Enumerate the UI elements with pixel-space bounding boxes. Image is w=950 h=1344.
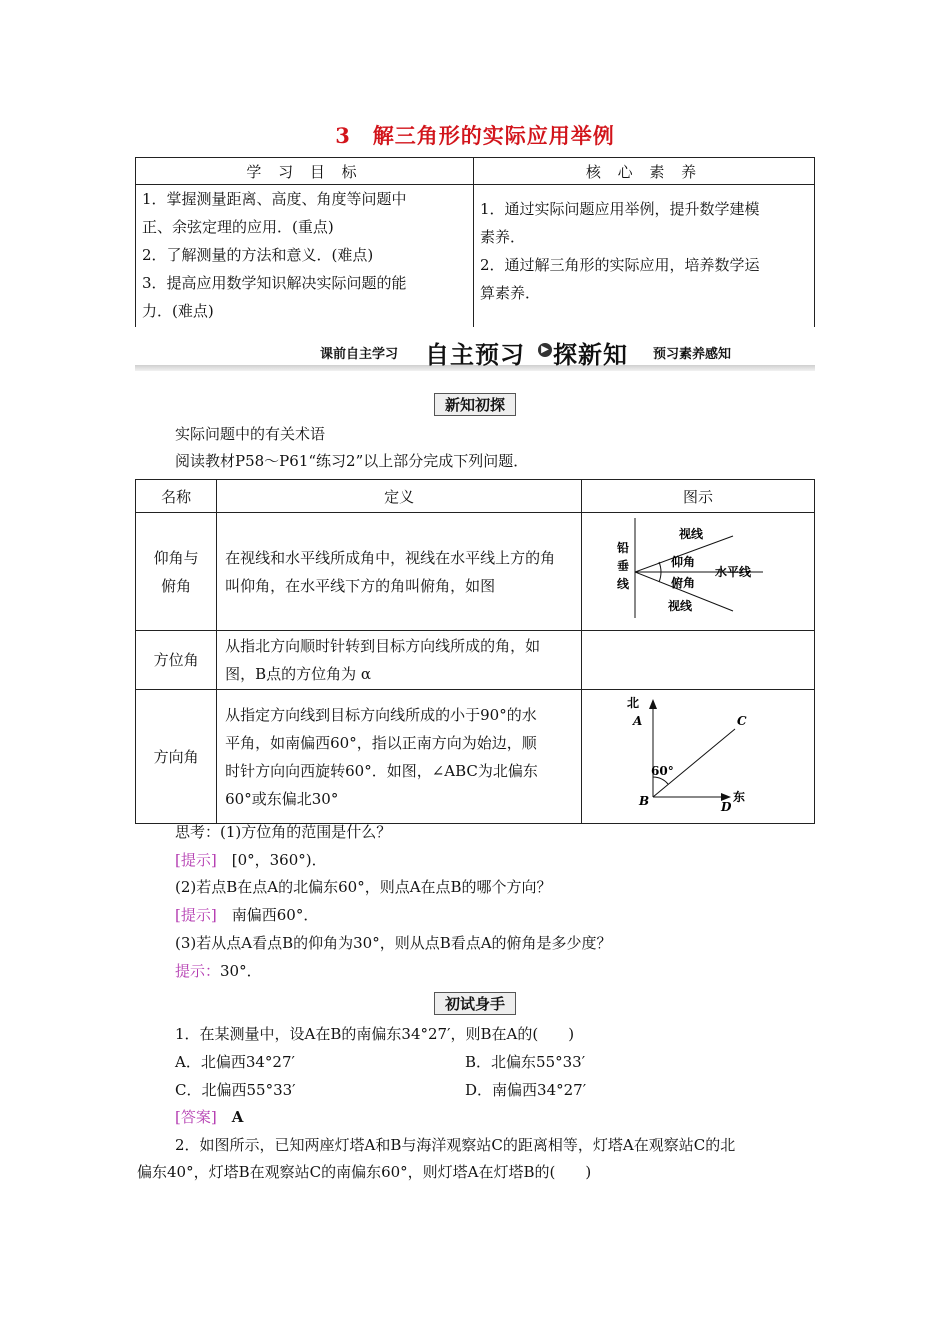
- hint-2: [提示] 南偏西60°．: [175, 906, 319, 924]
- term-def-direction: 从指定方向线到目标方向线所成的小于90°的水 平角，如南偏西60°，指以正南方向为始边，顺 时针方向向西旋转60°．如图，∠ABC为北偏东 60°或东偏北30°: [217, 690, 582, 824]
- label-D: D: [721, 799, 732, 814]
- fig1-vertical-1: 铅: [617, 540, 630, 555]
- label-A: A: [633, 713, 643, 728]
- hint-3: 提示：30°．: [175, 962, 262, 980]
- goals-right-cell: [474, 185, 815, 328]
- label-B: B: [639, 793, 650, 808]
- terms-header-def: 定义: [217, 480, 582, 513]
- q1-answer: [答案] A: [175, 1108, 244, 1126]
- terms-header-name: 名称: [136, 480, 217, 513]
- goal-line: 力．(难点): [142, 302, 214, 320]
- label-depression: 俯角: [671, 575, 696, 590]
- think-q3: (3)若从点A看点B的仰角为30°，则从点B看点A的俯角是多少度？: [175, 934, 612, 952]
- label-sight-bottom: 视线: [668, 598, 693, 613]
- label-north: 北: [627, 695, 640, 710]
- banner-left: 课前自主学习: [320, 347, 399, 362]
- term-def-bearing: 从指北方向顺时针转到目标方向线所成的角，如 图，B点的方位角为 α: [217, 631, 582, 690]
- goal-line: 正、余弦定理的应用．(重点): [142, 218, 334, 236]
- goal-line: 1．掌握测量距离、高度、角度等问题中: [142, 190, 407, 208]
- label-east: 东: [733, 789, 746, 804]
- terms-table: [135, 479, 815, 824]
- elevation-diagram: [613, 516, 813, 628]
- literacy-line: 2．通过解三角形的实际应用，培养数学运: [480, 256, 760, 274]
- q1-option-b: B．北偏东55°33′: [465, 1053, 586, 1071]
- label-horizontal: 水平线: [715, 564, 752, 579]
- banner-title-a: 自主预习: [425, 341, 525, 369]
- term-figure-bearing: [582, 631, 815, 690]
- literacy-line: 素养．: [480, 228, 526, 246]
- section-heading-new-knowledge: 新知初探: [0, 393, 950, 416]
- term-name-elevation: 仰角与 俯角: [136, 513, 217, 631]
- q2-line2: 偏东40°，灯塔B在观察站C的南偏东60°，则灯塔A在灯塔B的( ): [137, 1163, 592, 1181]
- q1-option-c: C．北偏西55°33′: [175, 1081, 296, 1099]
- intro-line: 实际问题中的有关术语: [175, 425, 326, 443]
- label-sight-top: 视线: [679, 526, 704, 541]
- think-q1: 思考：(1)方位角的范围是什么？: [175, 823, 392, 841]
- q1-option-a: A．北偏西34°27′: [175, 1053, 295, 1071]
- term-figure-direction: [582, 690, 815, 824]
- q2-line1: 2．如图所示，已知两座灯塔A和B与海洋观察站C的距离相等，灯塔A在观察站C的北: [175, 1136, 736, 1154]
- term-figure-elevation: [582, 513, 815, 631]
- label-angle: 60°: [651, 763, 674, 778]
- direction-diagram: [613, 693, 813, 821]
- goals-header-right: 核 心 素 养: [474, 158, 815, 185]
- section-heading-try: 初试身手: [0, 992, 950, 1015]
- label-C: C: [737, 713, 747, 728]
- label-vertical: 铅垂线: [617, 540, 630, 591]
- literacy-line: 算素养．: [480, 284, 541, 302]
- banner-right: 预习素养感知: [653, 347, 732, 362]
- q1-stem: 1．在某测量中，设A在B的南偏东34°27′，则B在A的( ): [175, 1025, 575, 1043]
- goal-line: 3．提高应用数学知识解决实际问题的能: [142, 274, 407, 292]
- goals-table: [135, 157, 815, 327]
- goals-left-cell: [136, 185, 474, 328]
- goals-header-left: 学 习 目 标: [136, 158, 474, 185]
- q1-option-d: D．南偏西34°27′: [465, 1081, 587, 1099]
- arrow-icon: ▶: [538, 343, 552, 357]
- terms-header-figure: 图示: [582, 480, 815, 513]
- term-def-elevation: 在视线和水平线所成角中，视线在水平线上方的角 叫仰角，在水平线下方的角叫俯角，如图: [217, 513, 582, 631]
- intro-line: 阅读教材P58～P61“练习2”以上部分完成下列问题．: [175, 452, 529, 470]
- think-q2: (2)若点B在点A的北偏东60°，则点A在点B的哪个方向？: [175, 878, 552, 896]
- label-elevation: 仰角: [671, 554, 696, 569]
- goal-line: 2．了解测量的方法和意义．(难点): [142, 246, 374, 264]
- term-name-bearing: 方位角: [136, 631, 217, 690]
- page-title: 3 解三角形的实际应用举例: [335, 123, 615, 148]
- term-name-direction: 方向角: [136, 690, 217, 824]
- literacy-line: 1．通过实际问题应用举例，提升数学建模: [480, 200, 760, 218]
- banner-title-b: 探新知: [553, 341, 628, 369]
- hint-1: [提示] [0°，360°)．: [175, 851, 327, 869]
- section-banner: [135, 335, 815, 375]
